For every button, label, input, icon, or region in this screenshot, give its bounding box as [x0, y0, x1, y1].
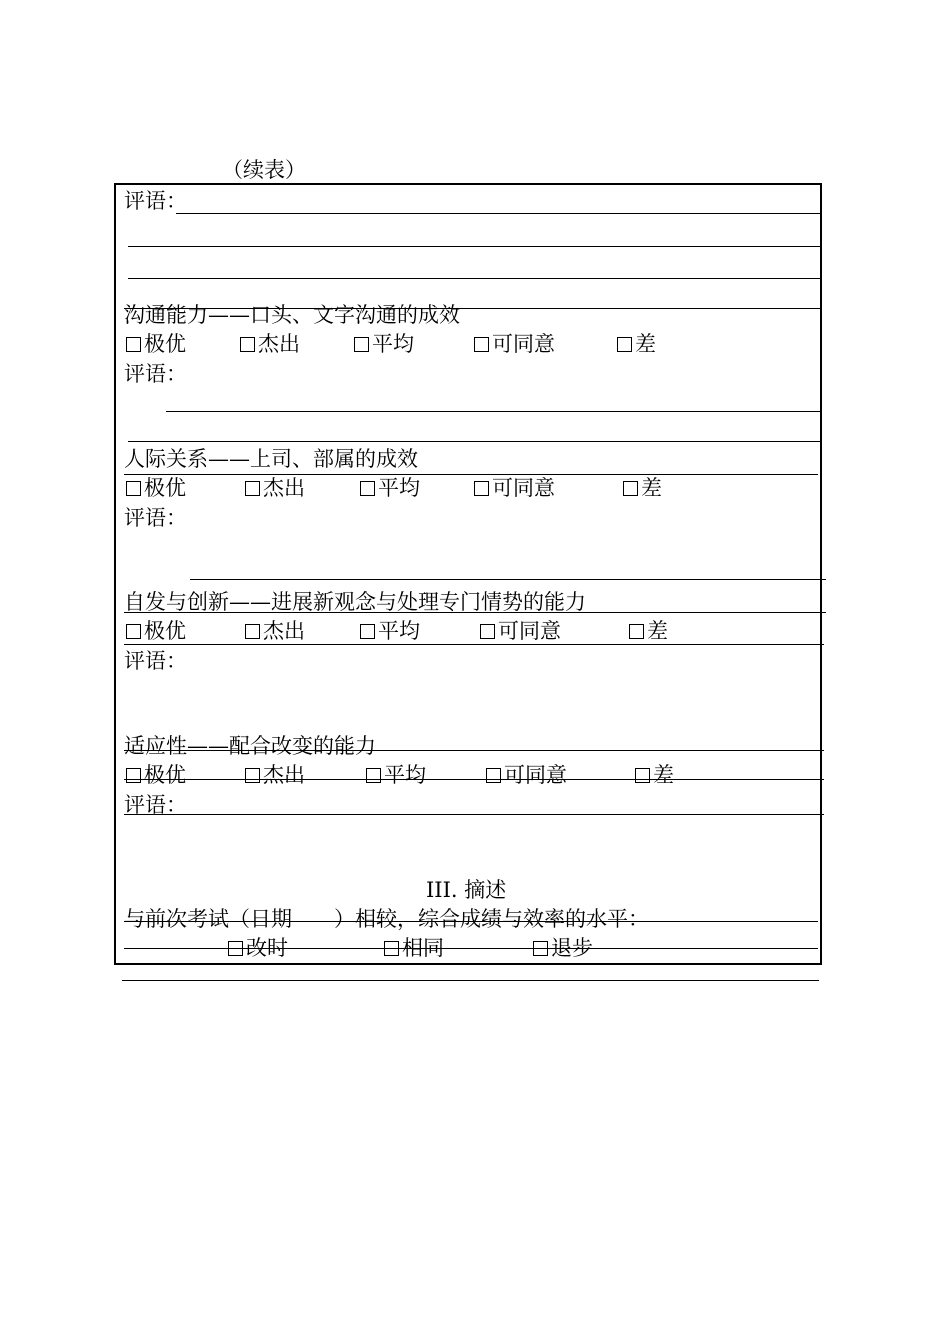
checkbox-icon[interactable]	[366, 768, 381, 783]
checkbox-icon[interactable]	[474, 481, 489, 496]
comment-line	[128, 278, 820, 279]
rating-option[interactable]: 差	[623, 475, 662, 501]
checkbox-icon[interactable]	[126, 481, 141, 496]
rating-option[interactable]: 杰出	[245, 618, 305, 644]
comment-line	[124, 948, 818, 949]
progress-option[interactable]: 改时	[228, 935, 288, 961]
summary-heading: III. 摘述	[426, 878, 507, 902]
checkbox-icon[interactable]	[126, 768, 141, 783]
rating-option[interactable]: 平均	[366, 762, 426, 788]
rating-option[interactable]: 杰出	[245, 475, 305, 501]
comment-label: 评语：	[124, 506, 187, 530]
checkbox-icon[interactable]	[354, 337, 369, 352]
comment-line	[124, 612, 826, 613]
comment-line	[190, 579, 826, 580]
checkbox-icon[interactable]	[629, 624, 644, 639]
rating-option[interactable]: 差	[635, 762, 674, 788]
progress-option[interactable]: 退步	[533, 935, 593, 961]
rating-option[interactable]: 极优	[126, 762, 186, 788]
section-title-interpersonal: 人际关系——上司、部属的成效	[124, 447, 418, 471]
progress-option[interactable]: 相同	[384, 935, 444, 961]
comment-line	[166, 411, 820, 412]
comment-line	[124, 921, 818, 922]
rating-option[interactable]: 平均	[354, 331, 414, 357]
section-title-adaptability: 适应性——配合改变的能力	[124, 734, 376, 758]
rating-option[interactable]: 极优	[126, 331, 186, 357]
checkbox-icon[interactable]	[474, 337, 489, 352]
rating-option[interactable]: 极优	[126, 475, 186, 501]
checkbox-icon[interactable]	[245, 768, 260, 783]
rating-option[interactable]: 可同意	[474, 331, 555, 357]
checkbox-icon[interactable]	[245, 481, 260, 496]
checkbox-icon[interactable]	[623, 481, 638, 496]
section-title-communication: 沟通能力——口头、文字沟通的成效	[124, 303, 460, 327]
rating-option[interactable]: 杰出	[245, 762, 305, 788]
rating-option[interactable]: 极优	[126, 618, 186, 644]
comment-line	[176, 213, 820, 214]
rating-option[interactable]: 平均	[360, 618, 420, 644]
comment-line	[124, 644, 824, 645]
rating-option[interactable]: 差	[629, 618, 668, 644]
checkbox-icon[interactable]	[480, 624, 495, 639]
checkbox-icon[interactable]	[240, 337, 255, 352]
comment-label: 评语：	[124, 189, 187, 213]
summary-question: 与前次考试（日期 ）相较，综合成绩与效率的水平：	[124, 907, 649, 931]
checkbox-icon[interactable]	[486, 768, 501, 783]
checkbox-icon[interactable]	[245, 624, 260, 639]
checkbox-icon[interactable]	[617, 337, 632, 352]
page-rule	[122, 980, 819, 981]
comment-line	[124, 814, 824, 815]
rating-option[interactable]: 可同意	[480, 618, 561, 644]
rating-option[interactable]: 可同意	[486, 762, 567, 788]
rating-option[interactable]: 杰出	[240, 331, 300, 357]
checkbox-icon[interactable]	[126, 337, 141, 352]
comment-line	[124, 750, 824, 751]
checkbox-icon[interactable]	[360, 624, 375, 639]
comment-line	[124, 779, 824, 780]
checkbox-icon[interactable]	[360, 481, 375, 496]
appraisal-table	[114, 183, 822, 965]
comment-label: 评语：	[124, 793, 187, 817]
comment-line	[128, 441, 820, 442]
rating-option[interactable]: 差	[617, 331, 656, 357]
comment-line	[124, 474, 818, 475]
comment-line	[128, 246, 820, 247]
checkbox-icon[interactable]	[635, 768, 650, 783]
rating-option[interactable]: 可同意	[474, 475, 555, 501]
table-caption: （续表）	[222, 158, 306, 182]
comment-label: 评语：	[124, 362, 187, 386]
comment-label: 评语：	[124, 649, 187, 673]
section-title-initiative: 自发与创新——进展新观念与处理专门情势的能力	[124, 590, 586, 614]
rating-option[interactable]: 平均	[360, 475, 420, 501]
checkbox-icon[interactable]	[126, 624, 141, 639]
